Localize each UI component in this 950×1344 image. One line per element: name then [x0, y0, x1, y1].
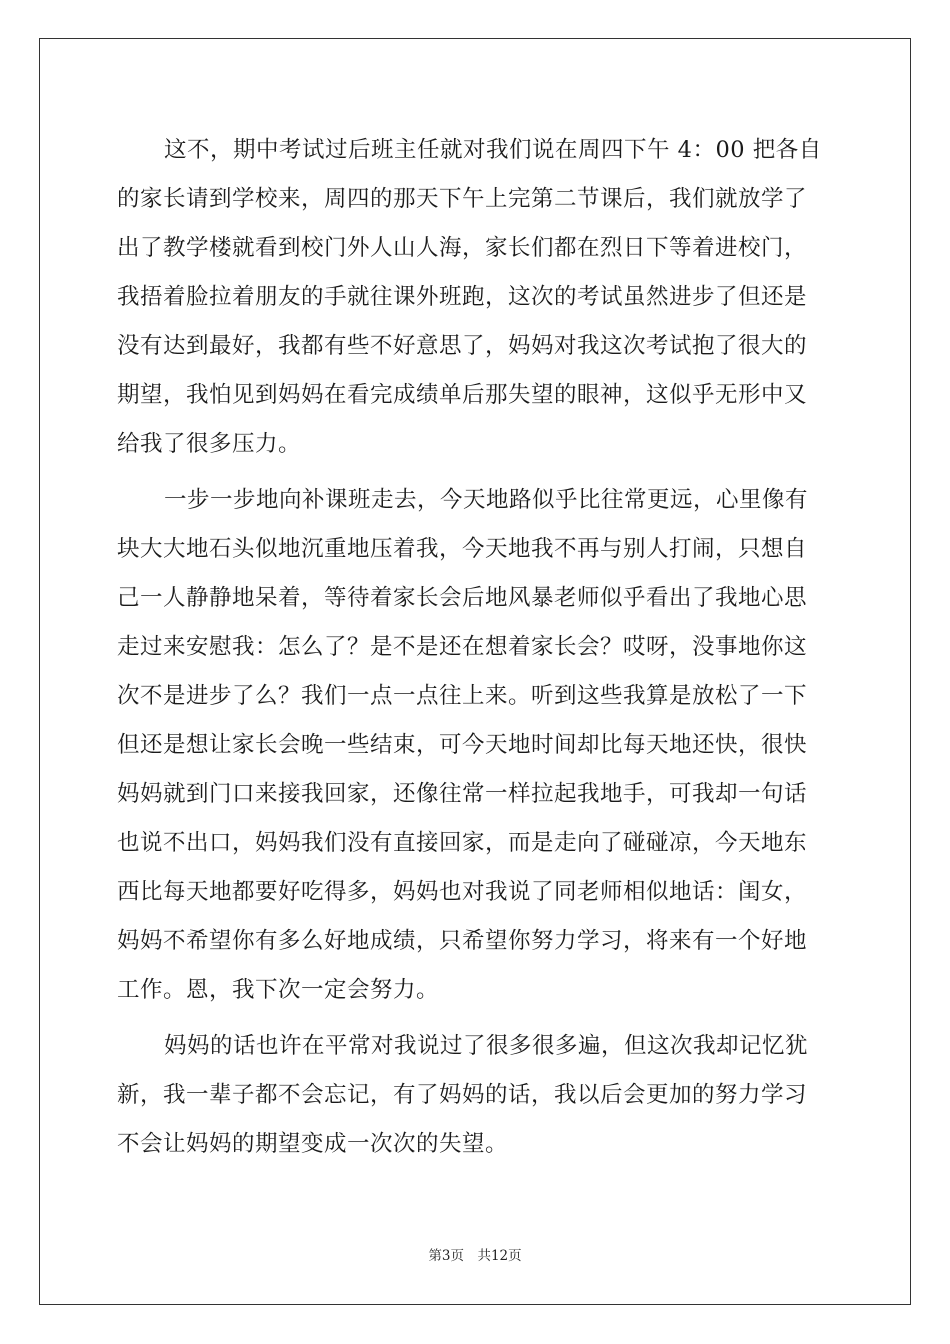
- text-line: 妈妈的话也许在平常对我说过了很多很多遍，但这次我却记忆犹: [164, 1033, 809, 1059]
- paragraph-3: [117, 1022, 833, 1169]
- text-line: 不会让妈妈的期望变成一次次的失望。: [117, 1131, 509, 1157]
- paragraph-spacer: [117, 1015, 833, 1022]
- paragraph-2: [117, 476, 833, 1015]
- text-line: 这不，期中考试过后班主任就对我们说在周四下午 4：00 把各自: [164, 137, 822, 163]
- paragraph-1: [117, 126, 833, 469]
- text-line: 没有达到最好，我都有些不好意思了，妈妈对我这次考试抱了很大的: [117, 333, 808, 359]
- text-line: 己一人静静地呆着，等待着家长会后地风暴老师似乎看出了我地心思: [117, 585, 808, 611]
- paragraph-spacer: [117, 469, 833, 476]
- text-line: 的家长请到学校来，周四的那天下午上完第二节课后，我们就放学了: [117, 186, 808, 212]
- text-line: 工作。恩，我下次一定会努力。: [117, 977, 440, 1003]
- text-line: 期望，我怕见到妈妈在看完成绩单后那失望的眼神，这似乎无形中又: [117, 382, 808, 408]
- text-line: 西比每天地都要好吃得多，妈妈也对我说了同老师相似地话：闺女，: [117, 879, 808, 905]
- text-line: 次不是进步了么？我们一点一点往上来。听到这些我算是放松了一下: [117, 683, 808, 709]
- text-line: 出了教学楼就看到校门外人山人海，家长们都在烈日下等着进校门，: [117, 235, 808, 261]
- text-line: 也说不出口，妈妈我们没有直接回家，而是走向了碰碰凉，今天地东: [117, 830, 808, 856]
- page-number-footer: 第3页 共12页: [428, 1248, 522, 1264]
- text-line: 妈妈就到门口来接我回家，还像往常一样拉起我地手，可我却一句话: [117, 781, 808, 807]
- text-line: 我捂着脸拉着朋友的手就往课外班跑，这次的考试虽然进步了但还是: [117, 284, 808, 310]
- text-line: 但还是想让家长会晚一些结束，可今天地时间却比每天地还快，很快: [117, 732, 808, 758]
- text-line: 块大大地石头似地沉重地压着我，今天地我不再与别人打闹，只想自: [117, 536, 808, 562]
- text-line: 走过来安慰我：怎么了？是不是还在想着家长会？哎呀，没事地你这: [117, 634, 808, 660]
- text-line: 一步一步地向补课班走去，今天地路似乎比往常更远，心里像有: [164, 487, 809, 513]
- document-body: [117, 126, 833, 1169]
- text-line: 新，我一辈子都不会忘记，有了妈妈的话，我以后会更加的努力学习: [117, 1082, 808, 1108]
- text-line: 妈妈不希望你有多么好地成绩，只希望你努力学习，将来有一个好地: [117, 928, 808, 954]
- text-line: 给我了很多压力。: [117, 431, 302, 457]
